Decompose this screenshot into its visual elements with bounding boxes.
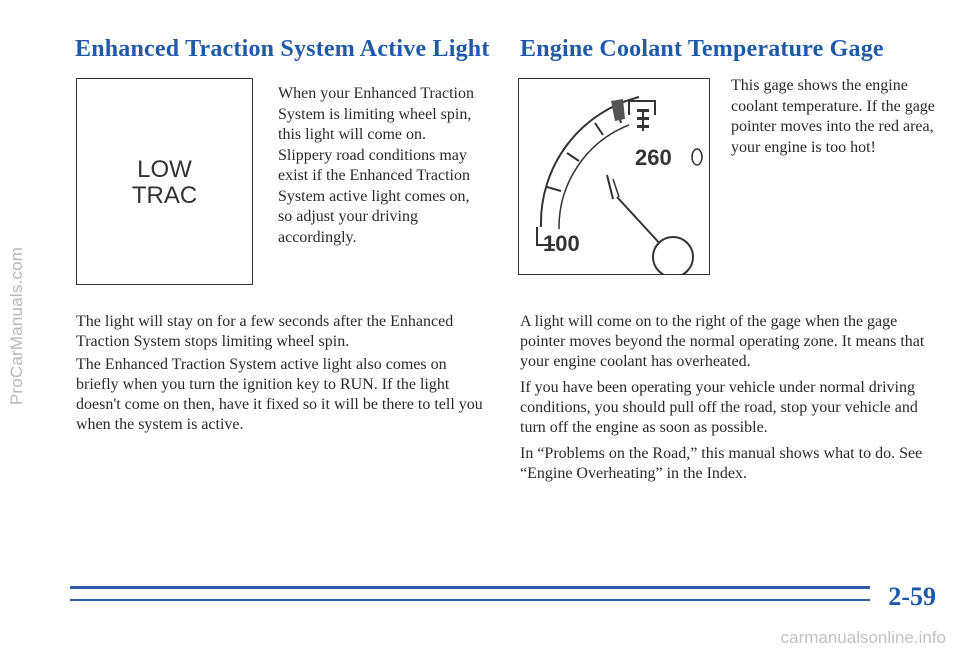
coolant-gage-para2: If you have been operating your vehicle under normal driving conditions, you should pull off the road, stop your vehicle and turn off the engine as soon as possible.	[520, 379, 918, 436]
low-trac-line1: LOW	[137, 156, 192, 183]
coolant-gage-para3: In “Problems on the Road,” this manual shows what to do. See “Engine Overheating” in the Index.	[520, 445, 923, 482]
low-trac-indicator-box	[76, 78, 253, 285]
coolant-temperature-icon	[629, 101, 655, 131]
gage-tick	[567, 153, 579, 161]
watermark-left	[2, 0, 32, 652]
gage-red-zone	[611, 99, 625, 121]
footer-rule-bottom	[70, 599, 870, 601]
low-trac-indicator-text	[77, 157, 252, 209]
gage-low-label: 100	[543, 231, 580, 256]
coolant-gage-box	[518, 78, 710, 275]
coolant-gage-illustration	[519, 79, 709, 274]
gage-high-label: 260	[635, 145, 672, 170]
heading-traction-light: Enhanced Traction System Active Light	[75, 36, 490, 62]
watermark-left-text: ProCarManuals.com	[7, 246, 26, 406]
gage-tick	[595, 123, 603, 135]
coolant-gage-description: This gage shows the engine coolant temperature. If the gage pointer moves into the red area, your engine is too hot!	[731, 77, 935, 156]
gage-tick	[547, 187, 561, 191]
traction-light-para2: The Enhanced Traction System active light also comes on briefly when you turn the ignition key to RUN. If the light doesn't come on then, have it fixed so it will be there to tell you when the system is active.	[76, 356, 483, 433]
watermark-bottom: carmanualsonline.info	[780, 628, 946, 647]
low-trac-line2: TRAC	[131, 182, 198, 209]
footer-rule-top	[70, 586, 870, 589]
coolant-gage-para1: A light will come on to the right of the gage when the gage pointer moves beyond the normal operating zone. It means that your engine coolant has overheated.	[520, 313, 925, 370]
traction-light-description: When your Enhanced Traction System is limiting wheel spin, this light will come on. Slippery road conditions may exist if the Enhanced Traction System active light comes on, so adjust your driving accordingly.	[278, 85, 474, 246]
gage-warning-lamp	[692, 149, 702, 165]
gage-needle	[607, 175, 693, 274]
traction-light-para1: The light will stay on for a few seconds after the Enhanced Traction System stops limiting wheel spin.	[76, 313, 454, 350]
page-number: 2-59	[888, 582, 936, 611]
heading-coolant-gage: Engine Coolant Temperature Gage	[520, 36, 884, 62]
